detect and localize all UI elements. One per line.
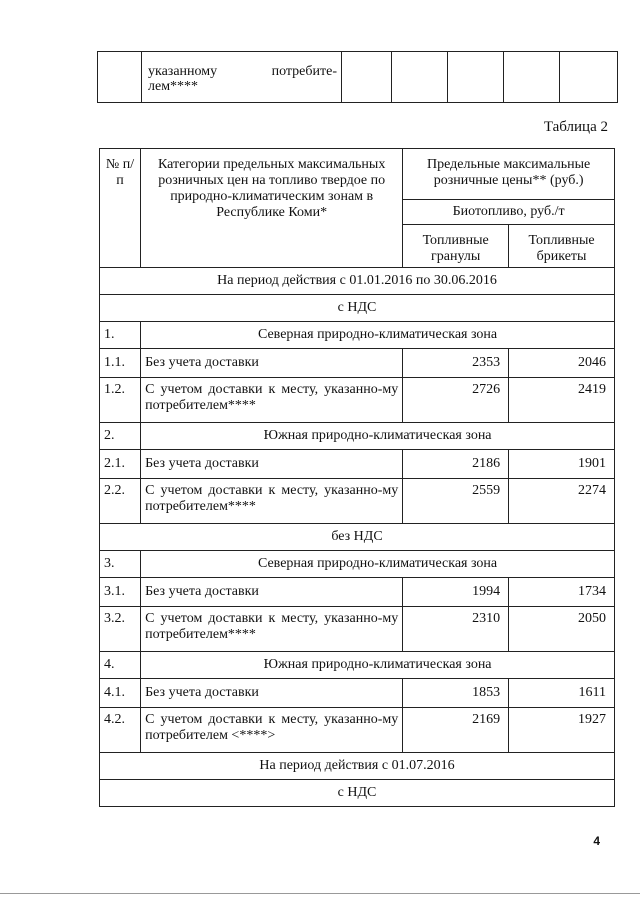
item-num: 3.2. <box>100 607 141 652</box>
header-num: № п/п <box>100 149 141 268</box>
item-value-granules: 2353 <box>403 349 509 378</box>
continuation-empty-cell <box>448 52 504 103</box>
section-num: 2. <box>100 423 141 450</box>
header-price: Предельные максимальные розничные цены** (руб.) <box>403 149 615 200</box>
header-category: Категории предельных максимальных розничных цен на топливо твердое по природно-климатическим зонам в Республике Коми* <box>141 149 403 268</box>
item-value-briquettes: 1927 <box>509 708 615 753</box>
item-value-briquettes: 2050 <box>509 607 615 652</box>
item-value-granules: 2169 <box>403 708 509 753</box>
item-value-granules: 1853 <box>403 679 509 708</box>
item-label: Без учета доставки <box>141 450 403 479</box>
section-num: 1. <box>100 322 141 349</box>
vat-row: с НДС <box>100 295 615 322</box>
continuation-num-cell <box>98 52 142 103</box>
vat-row: с НДС <box>100 780 615 807</box>
continuation-text-line1: указанному потребите- <box>148 64 337 79</box>
period-row: На период действия с 01.07.2016 <box>100 753 615 780</box>
continuation-empty-cell <box>560 52 618 103</box>
header-col-granules: Топливные гранулы <box>403 225 509 268</box>
item-value-briquettes: 2274 <box>509 479 615 524</box>
item-num: 2.1. <box>100 450 141 479</box>
continuation-empty-cell <box>392 52 448 103</box>
item-num: 3.1. <box>100 578 141 607</box>
zone-title: Северная природно-климатическая зона <box>141 322 615 349</box>
period-row: На период действия с 01.01.2016 по 30.06.2016 <box>100 268 615 295</box>
table-caption: Таблица 2 <box>543 119 608 135</box>
continuation-empty-cell <box>342 52 392 103</box>
continuation-table <box>97 51 618 103</box>
zone-title: Северная природно-климатическая зона <box>141 551 615 578</box>
zone-title: Южная природно-климатическая зона <box>141 652 615 679</box>
item-value-briquettes: 1611 <box>509 679 615 708</box>
header-col-briquettes: Топливные брикеты <box>509 225 615 268</box>
item-value-briquettes: 1734 <box>509 578 615 607</box>
item-label: С учетом доставки к месту, указанно-му потребителем**** <box>141 607 403 652</box>
section-num: 3. <box>100 551 141 578</box>
continuation-empty-cell <box>504 52 560 103</box>
item-num: 2.2. <box>100 479 141 524</box>
item-num: 1.2. <box>100 378 141 423</box>
item-label: Без учета доставки <box>141 578 403 607</box>
item-value-granules: 2310 <box>403 607 509 652</box>
page-number: 4 <box>593 834 600 848</box>
header-fuel: Биотопливо, руб./т <box>403 200 615 225</box>
page-bottom-divider <box>0 893 640 894</box>
price-table <box>99 148 615 807</box>
item-value-granules: 2186 <box>403 450 509 479</box>
item-label: Без учета доставки <box>141 679 403 708</box>
item-value-briquettes: 1901 <box>509 450 615 479</box>
vat-row: без НДС <box>100 524 615 551</box>
item-value-granules: 2559 <box>403 479 509 524</box>
item-label: С учетом доставки к месту, указанно-му потребителем**** <box>141 378 403 423</box>
item-num: 1.1. <box>100 349 141 378</box>
item-num: 4.2. <box>100 708 141 753</box>
item-value-granules: 1994 <box>403 578 509 607</box>
continuation-text-cell <box>142 52 342 103</box>
item-label: Без учета доставки <box>141 349 403 378</box>
zone-title: Южная природно-климатическая зона <box>141 423 615 450</box>
item-value-briquettes: 2046 <box>509 349 615 378</box>
section-num: 4. <box>100 652 141 679</box>
continuation-text-line2: лем**** <box>148 79 199 94</box>
item-label: С учетом доставки к месту, указанно-му потребителем**** <box>141 479 403 524</box>
item-label: С учетом доставки к месту, указанно-му потребителем <****> <box>141 708 403 753</box>
item-value-briquettes: 2419 <box>509 378 615 423</box>
item-value-granules: 2726 <box>403 378 509 423</box>
item-num: 4.1. <box>100 679 141 708</box>
